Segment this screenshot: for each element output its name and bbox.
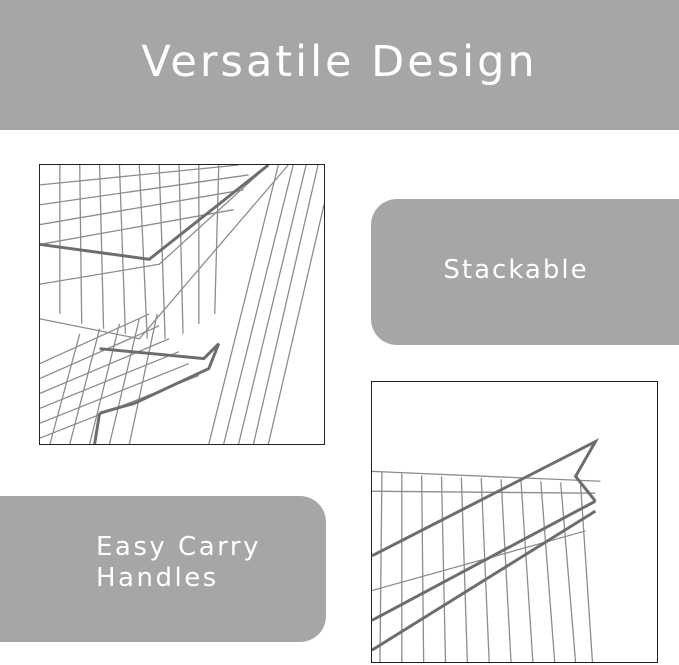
easy-carry-handles-feature-card (0, 496, 326, 642)
basket-handle-photo (371, 381, 658, 663)
easy-carry-label-line-2: Handles (96, 563, 219, 593)
easy-carry-label-line-1: Easy Carry (96, 532, 261, 562)
header-banner (0, 0, 679, 130)
stackable-label: Stackable (443, 255, 589, 285)
stacked-baskets-photo (39, 164, 325, 445)
stacked-wire-baskets-image (40, 165, 324, 444)
page-title: Versatile Design (141, 37, 538, 87)
wire-basket-handle-image (372, 382, 657, 662)
stackable-feature-card (371, 199, 679, 345)
easy-carry-handles-label (96, 532, 261, 594)
